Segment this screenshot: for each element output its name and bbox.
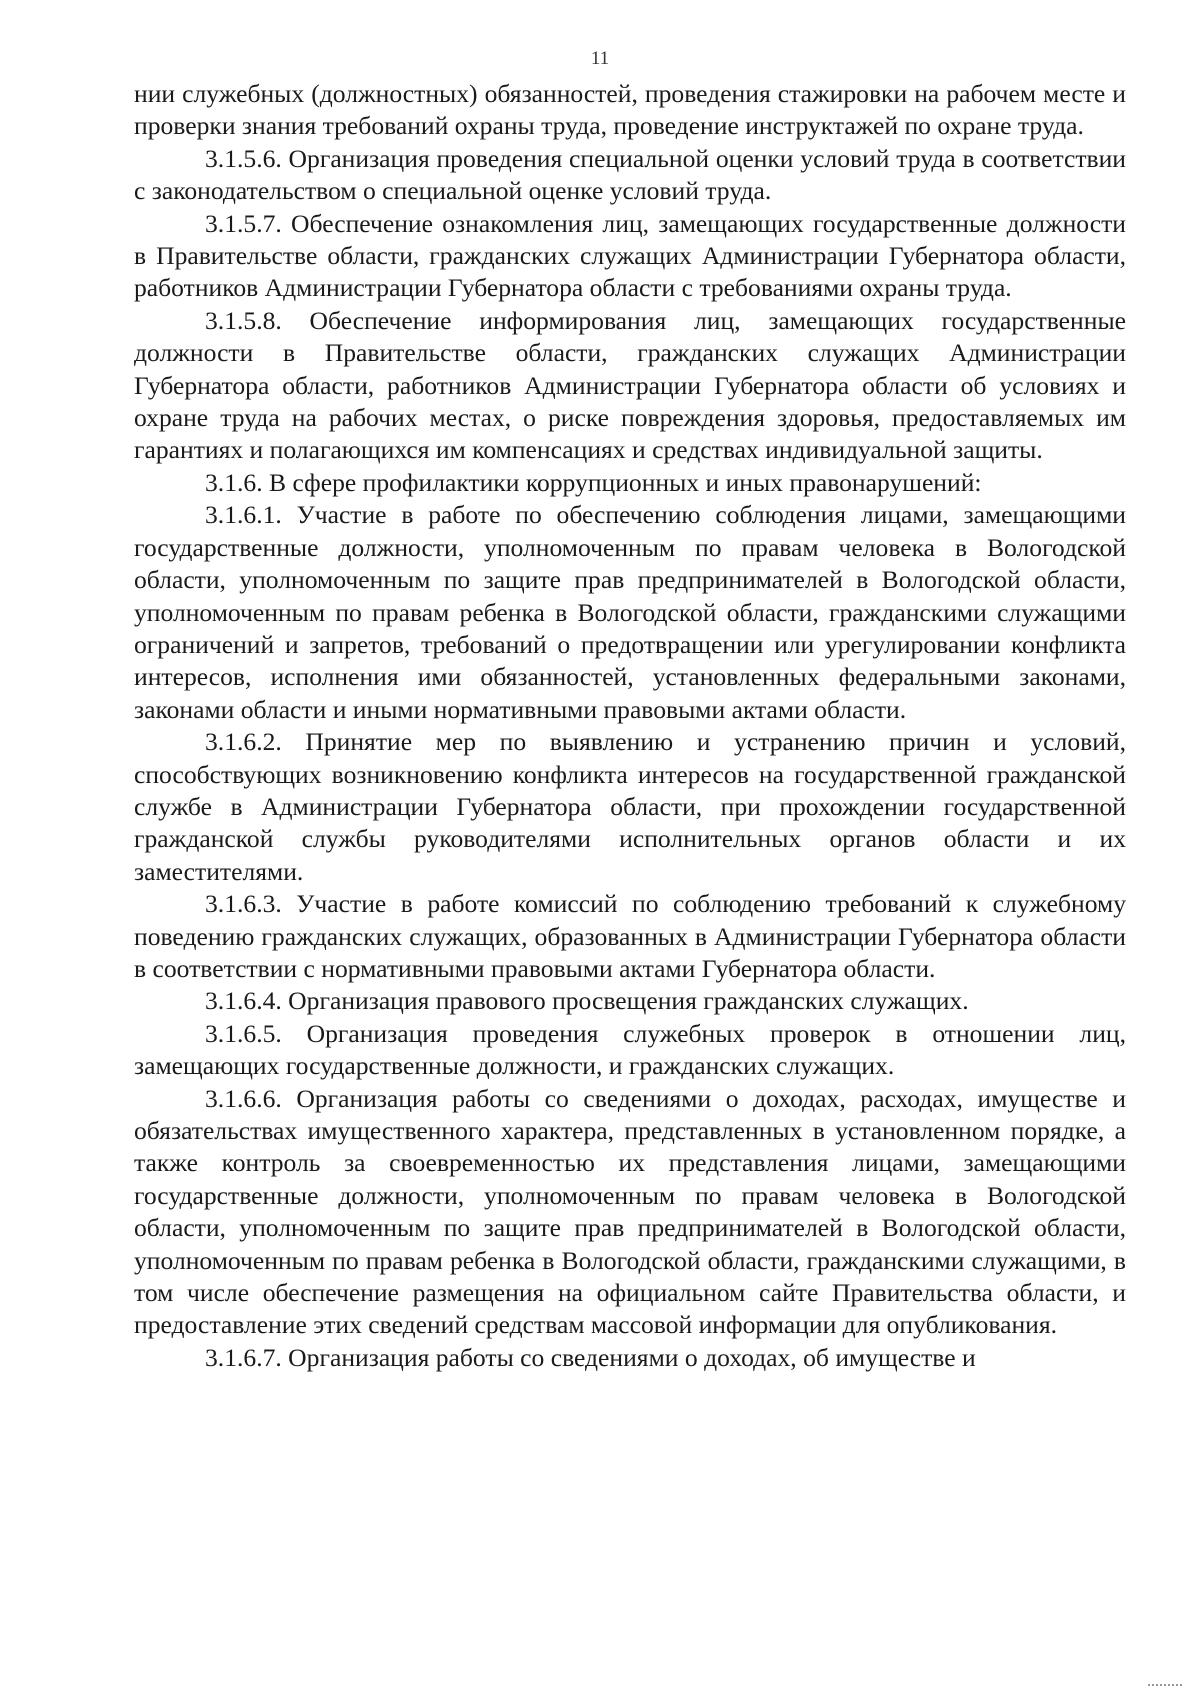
paragraph-3-1-5-8: 3.1.5.8. Обеспечение информирования лиц, замещающих государственные должности в Правительстве области, гражданских служащих Администрации Губернатора области, работников Администрации Губернатора области об условиях и охране труда на рабочих местах, о риске повреждения здоровья, предоставляемых им гарантиях и полагающихся им компенсациях и средствах индивидуальной защиты. — [134, 305, 1126, 465]
paragraph-3-1-6-4: 3.1.6.4. Организация правового просвещения гражданских служащих. — [205, 986, 969, 1016]
scan-speck — [1148, 1684, 1182, 1688]
page-number: 11 — [590, 48, 610, 69]
document-body — [134, 78, 1126, 1374]
paragraph-3-1-6-7: 3.1.6.7. Организация работы со сведениями о доходах, об имуществе и — [205, 1342, 976, 1372]
paragraph-3-1-5-7: 3.1.5.7. Обеспечение ознакомления лиц, замещающих государственные должности в Правительстве области, гражданских служащих Администрации Губернатора области, работников Администрации Губернатора области с требованиями охраны труда. — [134, 208, 1126, 303]
paragraph-3-1-6: 3.1.6. В сфере профилактики коррупционных и иных правонарушений: — [205, 467, 982, 497]
paragraph-3-1-6-5: 3.1.6.5. Организация проведения служебных проверок в отношении лиц, замещающих государственные должности, и гражданских служащих. — [134, 1018, 1126, 1081]
paragraph-3-1-6-2: 3.1.6.2. Принятие мер по выявлению и устранению причин и условий, способствующих возникновению конфликта интересов на государственной гражданской службе в Администрации Губернатора области, при прохождении государственной гражданской службы руководителями исполнительных органов области и их заместителями. — [134, 727, 1126, 886]
paragraph-3-1-6-1: 3.1.6.1. Участие в работе по обеспечению соблюдения лицами, замещающими государственные должности, уполномоченным по правам человека в Вологодской области, уполномоченным по защите прав предпринимателей в Вологодской области, уполномоченным по правам ребенка в Вологодской области, гражданскими служащими ограничений и запретов, требований о предотвращении или урегулировании конфликта интересов, исполнения ими обязанностей, установленных федеральными законами, законами области и иными нормативными правовыми актами области. — [134, 500, 1126, 724]
paragraph-3-1-6-3: 3.1.6.3. Участие в работе комиссий по соблюдению требований к служебному поведению гражданских служащих, образованных в Администрации Губернатора области в соответствии с нормативными правовыми актами Губернатора области. — [134, 889, 1126, 983]
paragraph-3-1-5-6: 3.1.5.6. Организация проведения специальной оценки условий труда в соответствии с законодательством о специальной оценке условий труда. — [134, 143, 1126, 206]
paragraph-3-1-6-6: 3.1.6.6. Организация работы со сведениями о доходах, расходах, имуществе и обязательствах имущественного характера, представленных в установленном порядке, а также контроль за своевременностью их представления лицами, замещающими государственные должности, уполномоченным по правам человека в Вологодской области, уполномоченным по защите прав предпринимателей в Вологодской области, уполномоченным по правам ребенка в Вологодской области, гражданскими служащими, в том числе обеспечение размещения на официальном сайте Правительства области, и предоставление этих сведений средствам массовой информации для опубликования. — [134, 1083, 1126, 1340]
paragraph-continuation: нии служебных (должностных) обязанностей, проведения стажировки на рабочем месте и проверки знания требований охраны труда, проведение инструктажей по охране труда. — [134, 79, 1126, 141]
